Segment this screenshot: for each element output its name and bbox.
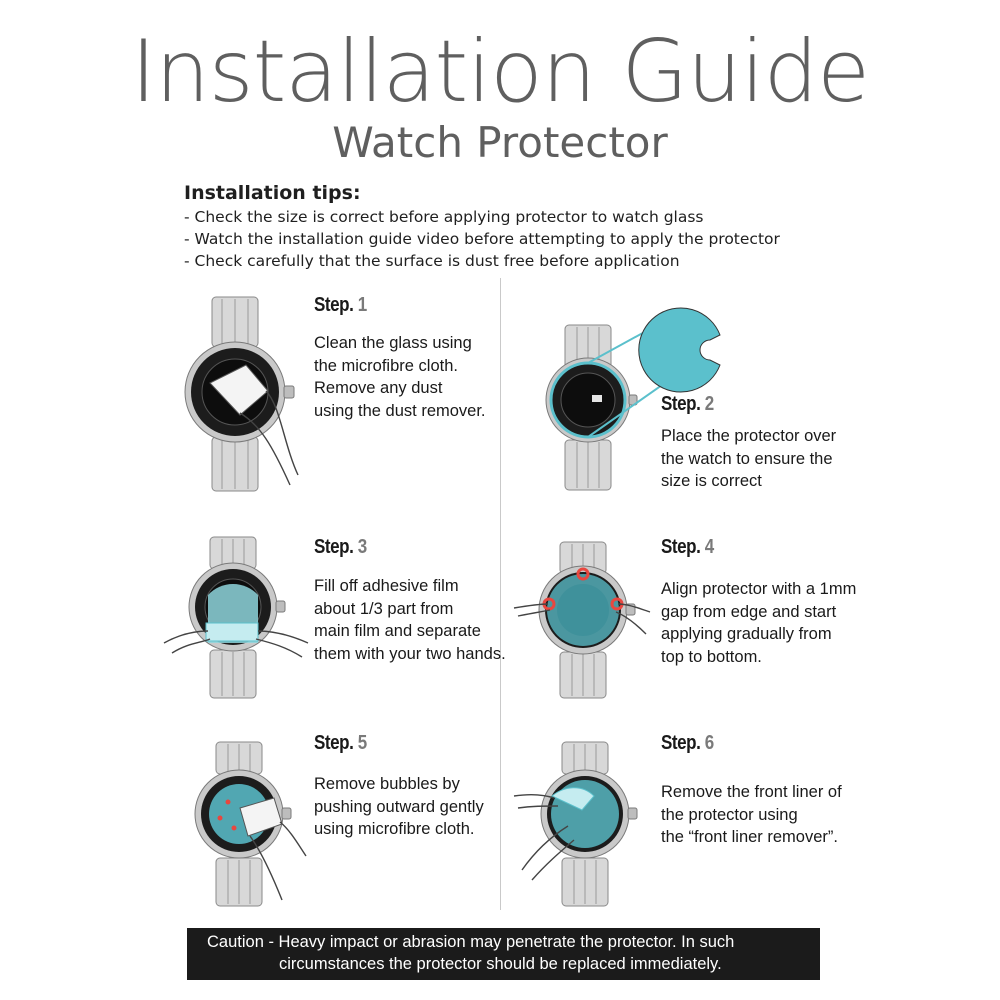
step-4-label: Step. 4 [661,536,714,558]
step-2-text: Place the protector over the watch to ensure the size is correct [661,427,837,490]
page-title: Installation Guide [130,22,870,122]
step-1-label: Step. 1 [314,294,367,316]
step-5-text: Remove bubbles by pushing outward gently using microfibre cloth. [314,775,484,838]
step-1-text: Clean the glass using the microfibre cloth. Remove any dust using the dust remover. [314,334,486,420]
caution-banner [187,928,820,980]
tip-item: - Check carefully that the surface is dust free before application [184,252,680,270]
caution-line-1: Caution - Heavy impact or abrasion may penetrate the protector. In such [207,933,735,951]
step-3-illustration [162,535,312,700]
installation-tips [184,180,884,272]
step-6-text: Remove the front liner of the protector using the “front liner remover”. [661,783,842,846]
step-6-illustration [512,740,652,910]
step-3-label: Step. 3 [314,536,367,558]
page-subtitle: Watch Protector [332,118,668,167]
step-6-label: Step. 6 [661,732,714,754]
step-5-label: Step. 5 [314,732,367,754]
step-5-illustration [190,740,310,910]
step-4-text: Align protector with a 1mm gap from edge and start applying gradually from top to bottom. [661,580,857,666]
tips-heading: Installation tips: [184,182,361,204]
step-2-label: Step. 2 [661,393,714,415]
step-4-illustration [512,540,652,700]
caution-line-2: circumstances the protector should be replaced immediately. [279,955,722,973]
step-1-illustration [180,295,300,495]
tip-item: - Check the size is correct before applying protector to watch glass [184,208,704,226]
tip-item: - Watch the installation guide video before attempting to apply the protector [184,230,780,248]
step-3-text: Fill off adhesive film about 1/3 part from main film and separate them with your two hands. [314,577,506,663]
